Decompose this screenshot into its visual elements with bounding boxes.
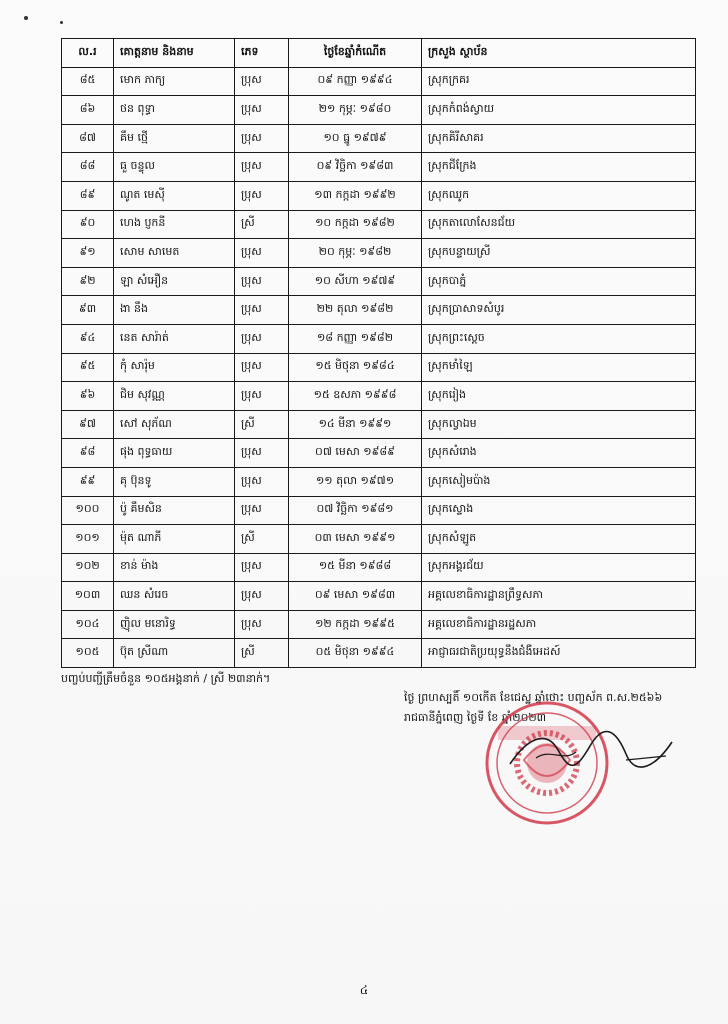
cell-name: ជិម សុវណ្ណ bbox=[114, 382, 235, 411]
cell-name: ឡា សំអឿន bbox=[114, 267, 235, 296]
cell-dob: ០៧ មេសា ១៩៨៩ bbox=[289, 439, 422, 468]
cell-name: ខាន់ ម៉ាង bbox=[114, 553, 235, 582]
table-row bbox=[62, 267, 696, 296]
cell-no: ៩៥ bbox=[62, 353, 114, 382]
cell-unit: ស្រុកជីក្រែង bbox=[422, 153, 696, 182]
cell-name: នេត សារ៉ាត់ bbox=[114, 324, 235, 353]
cell-sex: ប្រុស bbox=[235, 467, 289, 496]
cell-name: ងា នឹង bbox=[114, 296, 235, 325]
cell-dob: ១១ តុលា ១៩៧១ bbox=[289, 467, 422, 496]
cell-sex: ស្រី bbox=[235, 639, 289, 668]
cell-dob: ២១ កុម្ភៈ ១៩៨០ bbox=[289, 96, 422, 125]
cell-no: ៨៧ bbox=[62, 124, 114, 153]
cell-unit: ស្រុករៀង bbox=[422, 382, 696, 411]
cell-sex: ប្រុស bbox=[235, 67, 289, 96]
cell-name: ធួ ចន្ទុល bbox=[114, 153, 235, 182]
cell-unit: ស្រុកអង្គរជ័យ bbox=[422, 553, 696, 582]
cell-sex: ប្រុស bbox=[235, 239, 289, 268]
cell-unit: ស្រុកតាលោសែនជ័យ bbox=[422, 210, 696, 239]
table-row bbox=[62, 382, 696, 411]
table-row bbox=[62, 467, 696, 496]
cell-no: ៩៩ bbox=[62, 467, 114, 496]
cell-unit: ស្រុកកំពង់ស្វាយ bbox=[422, 96, 696, 125]
cell-sex: ប្រុស bbox=[235, 124, 289, 153]
cell-no: ១០៥ bbox=[62, 639, 114, 668]
cell-dob: ១៤ មីនា ១៩៩១ bbox=[289, 410, 422, 439]
cell-dob: ០៧ វិច្ឆិកា ១៩៨១ bbox=[289, 496, 422, 525]
cell-sex: ស្រី bbox=[235, 410, 289, 439]
cell-dob: ២០ កុម្ភៈ ១៩៨២ bbox=[289, 239, 422, 268]
cell-sex: ប្រុស bbox=[235, 296, 289, 325]
header-dob: ថ្ងៃខែឆ្នាំកំណើត bbox=[289, 39, 422, 68]
cell-sex: ប្រុស bbox=[235, 496, 289, 525]
cell-no: ៩៣ bbox=[62, 296, 114, 325]
cell-no: ៩៨ bbox=[62, 439, 114, 468]
cell-dob: ១៥ មីនា ១៩៨៨ bbox=[289, 553, 422, 582]
cell-sex: ស្រី bbox=[235, 525, 289, 554]
cell-no: ៩៤ bbox=[62, 324, 114, 353]
lunar-date-line: ថ្ងៃ ព្រហស្បតិ៍ ១០កើត ខែជេស្ឋ ឆ្នាំថោះ បញ្ចស័ក ព.ស.២៥៦៦ bbox=[404, 691, 663, 704]
cell-sex: ប្រុស bbox=[235, 439, 289, 468]
cell-name: សៅ សុភ័ណ bbox=[114, 410, 235, 439]
table-row bbox=[62, 610, 696, 639]
cell-name: ហេង ប្ញកនី bbox=[114, 210, 235, 239]
cell-name: ញ៉ិល មនោរិទ្ធ bbox=[114, 610, 235, 639]
cell-unit: ស្រុកព្រះស្ដេច bbox=[422, 324, 696, 353]
cell-unit: អគ្គលេខាធិការដ្ឋានព្រឹទ្ធសភា bbox=[422, 582, 696, 611]
table-body bbox=[62, 67, 696, 667]
table-row bbox=[62, 153, 696, 182]
scan-speck bbox=[24, 16, 28, 20]
cell-dob: ១០ កក្កដា ១៩៨២ bbox=[289, 210, 422, 239]
cell-no: ១០២ bbox=[62, 553, 114, 582]
cell-name: សោម សាមេត bbox=[114, 239, 235, 268]
cell-unit: ស្រុកសៀមប៉ាង bbox=[422, 467, 696, 496]
cell-dob: ១៨ កញ្ញា ១៩៨២ bbox=[289, 324, 422, 353]
summary-line: បញ្ចប់បញ្ជីត្រឹមចំនួន ១០៥អង្គនាក់ / ស្រី ២៣នាក់។ bbox=[61, 672, 271, 685]
cell-dob: ០៩ វិច្ឆិកា ១៩៨៣ bbox=[289, 153, 422, 182]
cell-unit: ស្រុកប្រាសាទសំបូរ bbox=[422, 296, 696, 325]
cell-dob: ១២ កក្កដា ១៩៩៥ bbox=[289, 610, 422, 639]
table-row bbox=[62, 639, 696, 668]
table-row bbox=[62, 239, 696, 268]
cell-name: គឹម ថ្មើ bbox=[114, 124, 235, 153]
cell-name: កុំ សារ៉ុម bbox=[114, 353, 235, 382]
table-row bbox=[62, 324, 696, 353]
cell-name: ប៊ុត ស្រីណា bbox=[114, 639, 235, 668]
header-no: ល.រ bbox=[62, 39, 114, 68]
header-sex: ភេទ bbox=[235, 39, 289, 68]
table-row bbox=[62, 67, 696, 96]
cell-unit: ស្រុកបន្ទាយស្រី bbox=[422, 239, 696, 268]
header-unit: ក្រសួង ស្ថាប័ន bbox=[422, 39, 696, 68]
table-row bbox=[62, 181, 696, 210]
cell-dob: ១៣ កក្កដា ១៩៩២ bbox=[289, 181, 422, 210]
cell-sex: ប្រុស bbox=[235, 181, 289, 210]
cell-no: ៨៩ bbox=[62, 181, 114, 210]
cell-unit: ស្រុកបាភ្នំ bbox=[422, 267, 696, 296]
cell-sex: ប្រុស bbox=[235, 96, 289, 125]
cell-no: ៨៦ bbox=[62, 96, 114, 125]
handwritten-signature bbox=[506, 720, 676, 780]
page-number: ៤ bbox=[359, 983, 369, 997]
cell-dob: ០៣ មេសា ១៩៩១ bbox=[289, 525, 422, 554]
cell-unit: ស្រុកមាំឡៃ bbox=[422, 353, 696, 382]
cell-sex: ប្រុស bbox=[235, 553, 289, 582]
table-row bbox=[62, 582, 696, 611]
cell-sex: ប្រុស bbox=[235, 267, 289, 296]
cell-dob: ១៥ មិថុនា ១៩៨៤ bbox=[289, 353, 422, 382]
place-date-line: រាជធានីភ្នំពេញ ថ្ងៃទី ខែ ឆ្នាំ២០២៣ bbox=[404, 711, 547, 724]
cell-dob: ០៩ មេសា ១៩៨៣ bbox=[289, 582, 422, 611]
cell-sex: ប្រុស bbox=[235, 324, 289, 353]
cell-sex: ប្រុស bbox=[235, 153, 289, 182]
cell-sex: ប្រុស bbox=[235, 582, 289, 611]
cell-name: ឈន សំរេច bbox=[114, 582, 235, 611]
cell-dob: ២២ តុលា ១៩៨២ bbox=[289, 296, 422, 325]
cell-name: គុ ប៊ុនទូ bbox=[114, 467, 235, 496]
cell-sex: ប្រុស bbox=[235, 353, 289, 382]
cell-no: ១០០ bbox=[62, 496, 114, 525]
table-row bbox=[62, 553, 696, 582]
cell-unit: ស្រុកក្រគរ bbox=[422, 67, 696, 96]
table-row bbox=[62, 410, 696, 439]
cell-no: ១០១ bbox=[62, 525, 114, 554]
table-row bbox=[62, 496, 696, 525]
cell-dob: ០៩ កញ្ញា ១៩៩៤ bbox=[289, 67, 422, 96]
cell-no: ៩០ bbox=[62, 210, 114, 239]
scan-speck bbox=[60, 21, 63, 24]
cell-name: ថន ពុទ្ធា bbox=[114, 96, 235, 125]
cell-sex: ស្រី bbox=[235, 210, 289, 239]
cell-name: ម៉ុត ណាភី bbox=[114, 525, 235, 554]
cell-unit: ស្រុកស្ទោង bbox=[422, 496, 696, 525]
table-row bbox=[62, 353, 696, 382]
table-row bbox=[62, 439, 696, 468]
table-row bbox=[62, 210, 696, 239]
roster-table bbox=[61, 38, 696, 668]
header-name: គោត្តនាម និងនាម bbox=[114, 39, 235, 68]
cell-no: ៩១ bbox=[62, 239, 114, 268]
cell-name: មោក ភាក្យ bbox=[114, 67, 235, 96]
cell-no: ៨៥ bbox=[62, 67, 114, 96]
cell-no: ១០៤ bbox=[62, 610, 114, 639]
table-header-row bbox=[62, 39, 696, 68]
cell-name: ណូត មេស៊ី bbox=[114, 181, 235, 210]
table-row bbox=[62, 96, 696, 125]
cell-no: ១០៣ bbox=[62, 582, 114, 611]
cell-unit: ស្រុកគិរីសាគរ bbox=[422, 124, 696, 153]
cell-no: ៩២ bbox=[62, 267, 114, 296]
cell-name: ប៉ូ គឹមសិន bbox=[114, 496, 235, 525]
cell-dob: ១០ សីហា ១៩៧៩ bbox=[289, 267, 422, 296]
cell-sex: ប្រុស bbox=[235, 382, 289, 411]
cell-unit: អគ្គលេខាធិការដ្ឋានរដ្ឋសភា bbox=[422, 610, 696, 639]
cell-no: ៩៧ bbox=[62, 410, 114, 439]
cell-dob: ១០ ធ្នូ ១៩៧៩ bbox=[289, 124, 422, 153]
cell-no: ៨៨ bbox=[62, 153, 114, 182]
cell-sex: ប្រុស bbox=[235, 610, 289, 639]
cell-name: ផុង ពុទ្ធធាយ bbox=[114, 439, 235, 468]
cell-unit: ស្រុកល្វាឯម bbox=[422, 410, 696, 439]
cell-unit: អាជ្ញាធរជាតិប្រយុទ្ធនឹងជំងឺអេដស៍ bbox=[422, 639, 696, 668]
table-row bbox=[62, 296, 696, 325]
cell-unit: ស្រុកសំរោង bbox=[422, 439, 696, 468]
cell-unit: ស្រុកសំឡូត bbox=[422, 525, 696, 554]
table-row bbox=[62, 525, 696, 554]
table-row bbox=[62, 124, 696, 153]
cell-no: ៩៦ bbox=[62, 382, 114, 411]
cell-unit: ស្រុកឈូក bbox=[422, 181, 696, 210]
cell-dob: ០៥ មិថុនា ១៩៩៤ bbox=[289, 639, 422, 668]
cell-dob: ១៥ ឧសភា ១៩៩៨ bbox=[289, 382, 422, 411]
